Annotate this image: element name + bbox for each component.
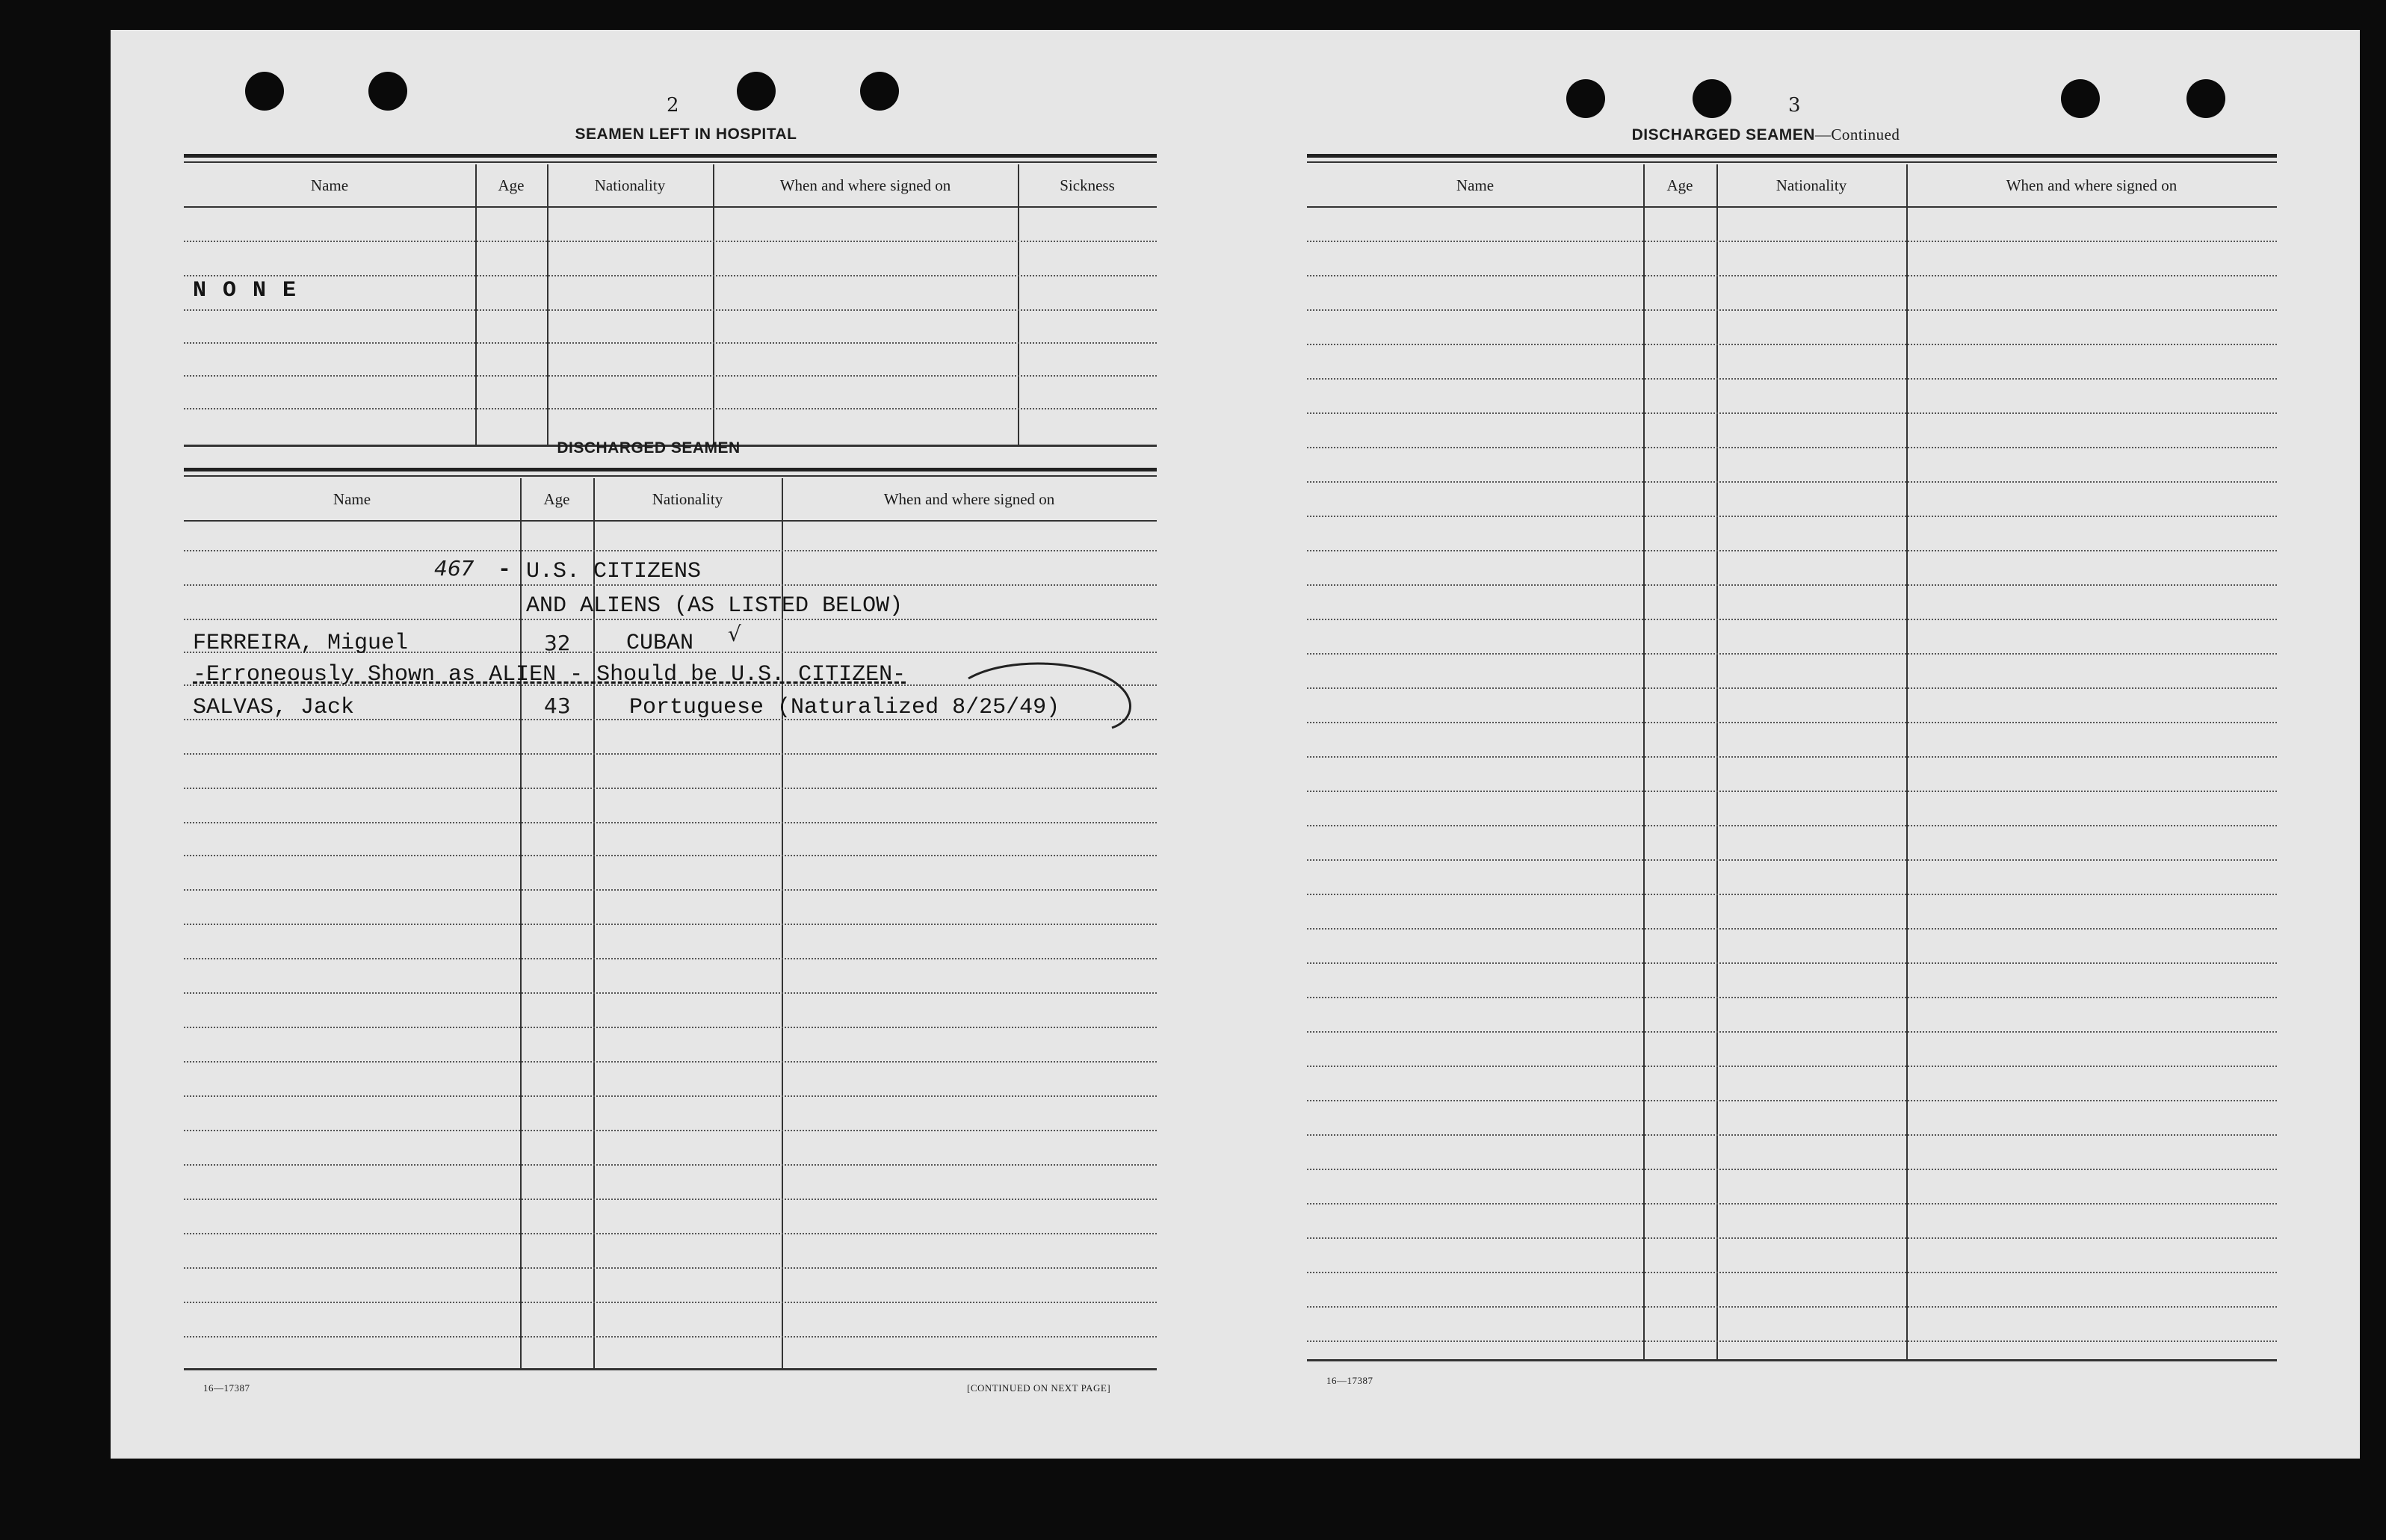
punch-hole xyxy=(860,72,899,111)
column-header: When and where signed on xyxy=(2006,176,2178,194)
seaman-nationality: CUBAN xyxy=(626,631,694,656)
column-header: Name xyxy=(333,490,371,508)
continued-label: [CONTINUED ON NEXT PAGE] xyxy=(967,1382,1111,1394)
handwritten-bracket xyxy=(962,656,1187,731)
seaman-nationality: Portuguese (Naturalized 8/25/49) xyxy=(629,695,1060,720)
column-header: Nationality xyxy=(1775,176,1847,194)
discharged-table-header xyxy=(184,478,1157,522)
seaman-age: 32 xyxy=(544,631,571,655)
page-number: 2 xyxy=(667,94,679,117)
column-header: Nationality xyxy=(652,490,723,508)
column-header: When and where signed on xyxy=(779,176,951,194)
punch-hole xyxy=(2186,79,2225,118)
document-sheet xyxy=(111,30,2360,1459)
seaman-age: 43 xyxy=(544,693,571,718)
column-header: Sickness xyxy=(1060,176,1115,194)
punch-hole xyxy=(1566,79,1605,118)
punch-hole xyxy=(1693,79,1731,118)
column-header: Name xyxy=(1456,176,1495,194)
hospital-none-entry: N O N E xyxy=(193,278,298,303)
column-header: Age xyxy=(1666,176,1693,194)
entry-us-citizens: U.S. CITIZENS xyxy=(526,559,702,584)
form-number: 16—17387 xyxy=(1326,1375,1373,1386)
check-mark: √ xyxy=(728,622,741,646)
discharged-continued-header xyxy=(1307,164,2277,208)
correction-note: -Erroneously Shown as ALIEN - Should be U.S. CITIZEN- xyxy=(193,662,906,687)
column-header: Name xyxy=(310,176,349,194)
seaman-name: SALVAS, Jack xyxy=(193,695,355,720)
discharged-continued-title xyxy=(1549,126,1982,144)
column-header: When and where signed on xyxy=(883,490,1055,508)
title-suffix: —Continued xyxy=(1814,126,1900,143)
hospital-title: SEAMEN LEFT IN HOSPITAL xyxy=(575,126,797,143)
column-header: Age xyxy=(498,176,525,194)
discharged-continued-table xyxy=(1307,154,2277,1361)
punch-hole xyxy=(368,72,407,111)
page-2 xyxy=(111,30,1235,1459)
title-text: DISCHARGED SEAMEN xyxy=(1631,126,1815,143)
entry-count: 467 xyxy=(434,556,475,581)
hospital-table xyxy=(184,154,1157,447)
page-number: 3 xyxy=(1788,94,1801,117)
form-number: 16—17387 xyxy=(203,1382,250,1394)
discharged-title: DISCHARGED SEAMEN xyxy=(557,439,741,457)
punch-hole xyxy=(2061,79,2100,118)
hospital-table-header xyxy=(184,164,1157,208)
entry-and-aliens: AND ALIENS (AS LISTED BELOW) xyxy=(526,593,903,619)
punch-hole xyxy=(737,72,776,111)
entry-dash: - xyxy=(498,557,512,583)
seaman-name: FERREIRA, Miguel xyxy=(193,631,409,656)
column-header: Nationality xyxy=(594,176,666,194)
punch-hole xyxy=(245,72,284,111)
page-3 xyxy=(1235,30,2360,1459)
column-header: Age xyxy=(543,490,570,508)
